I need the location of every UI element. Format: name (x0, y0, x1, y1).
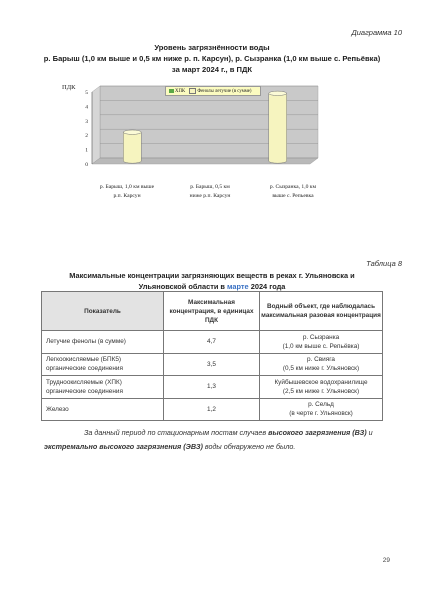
table-row (42, 353, 383, 376)
table-title-month: марте (227, 282, 249, 291)
bar-phenols-top (123, 130, 141, 134)
x-category-label-line: р. Барыш, 1,0 км выше (99, 184, 155, 190)
chart-title-line3: за март 2024 г., в ПДК (171, 65, 253, 74)
legend-label-hpk: ХПК (175, 89, 186, 94)
header-water-body: Водный объект, где наблюдалась максимальная разовая концентрация (260, 292, 383, 331)
x-category-label (169, 183, 251, 201)
bar-phenols-body (123, 132, 141, 163)
cell-place (260, 331, 383, 354)
table-header-row (42, 292, 383, 331)
cell-indicator: Легкоокисляемые (БПК5) органические соединения (42, 353, 164, 376)
table-title-line1: Максимальные концентрации загрязняющих веществ в реках г. Ульяновска и (69, 271, 355, 280)
cell-place (260, 376, 383, 399)
cell-value: 3,5 (164, 353, 260, 376)
bar-chart (60, 82, 330, 186)
table-row (42, 398, 383, 421)
x-category-label-line: р.п. Карсун (113, 193, 141, 199)
legend-label-phenols: Фенолы летучие (в сумме) (197, 89, 252, 94)
bar-phenols (269, 91, 287, 163)
cell-place (260, 398, 383, 421)
x-category-label-line: р. Барыш, 0,5 км (190, 184, 230, 190)
table-label: Таблица 8 (366, 259, 402, 268)
table-title-year: 2024 года (248, 282, 286, 291)
page-number: 29 (382, 557, 390, 564)
cell-indicator: Летучие фенолы (в сумме) (42, 331, 164, 354)
cell-place-line: р. Свияга (307, 356, 335, 364)
cell-place-line: р. Сызранка (302, 333, 340, 341)
chart-side-wall (92, 86, 100, 164)
cell-place-line: Куйбышевское водохранилище (274, 378, 368, 386)
chart-title (20, 42, 404, 75)
bar-phenols (123, 130, 141, 163)
cell-indicator: Железо (42, 398, 164, 421)
note-emphasis: высокого загрязнения (ВЗ) (268, 428, 367, 437)
note-text: воды обнаружено не было. (202, 442, 296, 451)
y-axis-ticks (85, 90, 92, 168)
cell-place-line: (в черте г. Ульяновск) (289, 410, 353, 418)
bar-phenols-body (269, 93, 287, 163)
header-max-concentration: Максимальная концентрация, в единицах ПДК (164, 292, 260, 331)
x-category-label-line: ниже р.п. Карсун (189, 193, 231, 199)
y-tick-label: 3 (85, 118, 88, 125)
chart-legend (165, 86, 261, 96)
table-row (42, 331, 383, 354)
y-tick-label: 5 (85, 90, 88, 96)
table-row (42, 376, 383, 399)
y-axis-label: ПДК (62, 84, 76, 91)
y-tick-label: 4 (85, 104, 88, 111)
x-category-label (252, 183, 334, 201)
y-tick-label: 0 (85, 162, 88, 168)
legend-swatch-phenols (189, 88, 196, 94)
x-category-label-line: р. Сызранка, 1,0 км (269, 184, 317, 190)
header-indicator: Показатель (42, 292, 164, 331)
chart-title-line2: р. Барыш (1,0 км выше и 0,5 км ниже р. п. Карсун), р. Сызранка (1,0 км выше с. Репьёвка) (43, 54, 381, 63)
bar-phenols-top (269, 91, 287, 95)
cell-place (260, 353, 383, 376)
cell-value: 1,2 (164, 398, 260, 421)
note-emphasis: экстремально высокого загрязнения (ЭВЗ) (44, 442, 203, 451)
legend-swatch-hpk (169, 89, 174, 93)
note-text: и (366, 428, 373, 437)
cell-place-line: (0,5 км ниже г. Ульяновск) (282, 365, 360, 373)
table-title (40, 270, 384, 292)
x-category-label-line: выше с. Репьевка (272, 193, 314, 199)
cell-value: 4,7 (164, 331, 260, 354)
y-tick-label: 2 (85, 133, 88, 140)
note-text: За данный период по стационарным постам случаев (84, 428, 269, 437)
cell-indicator: Трудноокисляемые (ХПК) органические соединения (42, 376, 164, 399)
note-paragraph (44, 426, 384, 454)
cell-place-line: (2,5 км ниже г. Ульяновск) (282, 387, 360, 395)
x-category-label (86, 183, 168, 201)
cell-value: 1,3 (164, 376, 260, 399)
chart-title-line1: Уровень загрязнённости воды (154, 43, 270, 52)
y-tick-label: 1 (85, 147, 88, 154)
cell-place-line: (1,0 км выше с. Репьёвка) (282, 342, 360, 350)
cell-place-line: р. Сельд (308, 401, 334, 409)
concentration-table (41, 291, 383, 421)
table-title-text: Ульяновской области в (138, 282, 228, 291)
diagram-label: Диаграмма 10 (351, 28, 402, 37)
